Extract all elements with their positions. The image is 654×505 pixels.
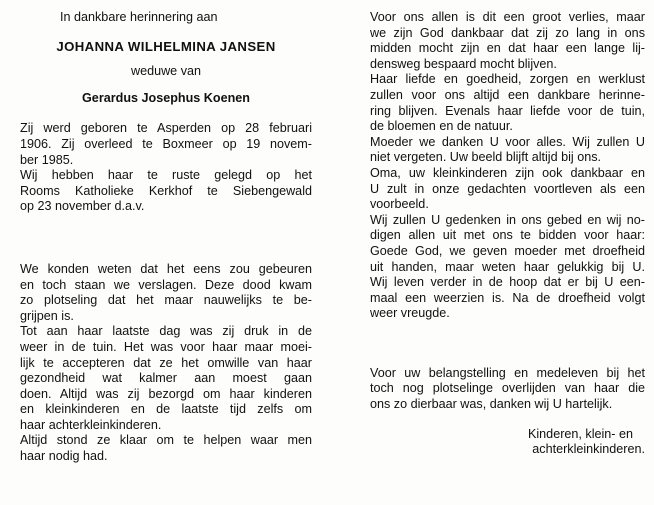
- text-line: zullen voor ons altijd een dankbare herinne-: [370, 87, 645, 102]
- loss-paragraph: [20, 262, 312, 324]
- text-line: ring blijven. Evenals haar liefde voor de tuin,: [370, 103, 645, 118]
- text-line: Altijd stond ze klaar om te helpen waar men: [20, 433, 312, 448]
- text-line: Haar liefde en goedheid, zorgen en werklust: [370, 72, 645, 87]
- text-line: voorbeeld.: [370, 197, 429, 212]
- text-line: weer in de tuin. Het was voor haar maar moei-: [20, 339, 312, 354]
- text-line: We konden weten dat het eens zou gebeuren: [20, 261, 312, 276]
- text-line: Goede God, we geven moeder met droefheid: [370, 243, 645, 258]
- text-line: haar nodig had.: [20, 449, 108, 464]
- left-column: [20, 10, 312, 465]
- text-line: densweg bespaard mocht blijven.: [370, 56, 557, 71]
- helping-paragraph: [20, 433, 312, 464]
- text-line: midden mocht zijn en dat haar een lange lij-: [370, 41, 645, 56]
- text-line: gezondheid wat kalmer aan moest gaan: [20, 371, 312, 386]
- right-column: [370, 10, 645, 458]
- signature-line: Kinderen, klein- en: [527, 426, 633, 441]
- text-line: Zij werd geboren te Asperden op 28 februari: [20, 121, 312, 136]
- text-line: maal een weerzien is. Na de droefheid volgt: [370, 290, 645, 305]
- text-line: Rooms Katholieke Kerkhof te Siebengewald: [20, 183, 312, 198]
- text-line: we zijn God dankbaar dat zij zo lang in ons: [370, 25, 645, 40]
- signature-block: [370, 427, 645, 458]
- text-line: digen allen uit met ons te bidden voor haar:: [370, 228, 645, 243]
- grandma-paragraph: [370, 166, 645, 213]
- text-line: grijpen is.: [20, 308, 74, 323]
- text-line: Oma, uw kleinkinderen zijn ook dankbaar en: [370, 165, 645, 180]
- text-line: ons zo dierbaar was, danken wij U hartelijk.: [370, 397, 613, 412]
- prayer-paragraph: [370, 213, 645, 322]
- text-line: 1906. Zij overleed te Boxmeer op 19 novem-: [20, 136, 312, 151]
- text-line: toch nog plotselinge overlijden van haar die: [370, 381, 645, 396]
- text-line: weer vreugde.: [370, 306, 450, 321]
- text-line: zo plotseling dat het maar nauwelijks te be-: [20, 293, 312, 308]
- text-line: lijk te accepteren dat ze het omwille van haar: [20, 355, 312, 370]
- burial-paragraph: [20, 168, 312, 215]
- intro-line: In dankbare herinnering aan: [60, 10, 218, 24]
- text-line: op 23 november d.a.v.: [20, 199, 145, 214]
- signature-line: achterkleinkinderen.: [532, 442, 645, 457]
- text-line: en toch staan we verslagen. Deze dood kwam: [20, 277, 312, 292]
- text-line: doen. Altijd was zij bezorgd om haar kinderen: [20, 386, 312, 401]
- gratitude-paragraph: [370, 10, 645, 72]
- text-line: niet vergeten. Uw beeld blijft altijd bij ons.: [370, 150, 602, 165]
- husband-name: Gerardus Josephus Koenen: [82, 90, 250, 105]
- text-line: Voor uw belangstelling en medeleven bij het: [370, 365, 645, 380]
- text-line: Wij leven verder in de hoop dat er bij U een-: [370, 275, 645, 290]
- text-line: en kleinkinderen en de laatste tijd zelfs om: [20, 402, 312, 417]
- mother-paragraph: [370, 135, 645, 166]
- deceased-name: JOHANNA WILHELMINA JANSEN: [56, 38, 276, 54]
- text-line: Tot aan haar laatste dag was zij druk in de: [20, 324, 312, 339]
- text-line: uit handen, maar weten haar gelukkig bij U.: [370, 259, 645, 274]
- text-line: Wij hebben haar te ruste gelegd op het: [20, 168, 312, 183]
- text-line: Wij zullen U gedenken in ons gebed en wij no-: [370, 212, 645, 227]
- garden-paragraph: [20, 324, 312, 433]
- text-line: de bloemen en de natuur.: [370, 119, 513, 134]
- text-line: ber 1985.: [20, 152, 74, 167]
- text-line: Moeder we danken U voor alles. Wij zullen U: [370, 134, 645, 149]
- thanks-paragraph: [370, 366, 645, 413]
- birth-death-paragraph: [20, 121, 312, 168]
- text-line: U zult in onze gedachten voortleven als een: [370, 181, 645, 196]
- text-line: Voor ons allen is dit een groot verlies, maar: [370, 10, 645, 24]
- widow-of-label: weduwe van: [130, 64, 201, 79]
- love-paragraph: [370, 72, 645, 134]
- text-line: haar achterkleinkinderen.: [20, 417, 162, 432]
